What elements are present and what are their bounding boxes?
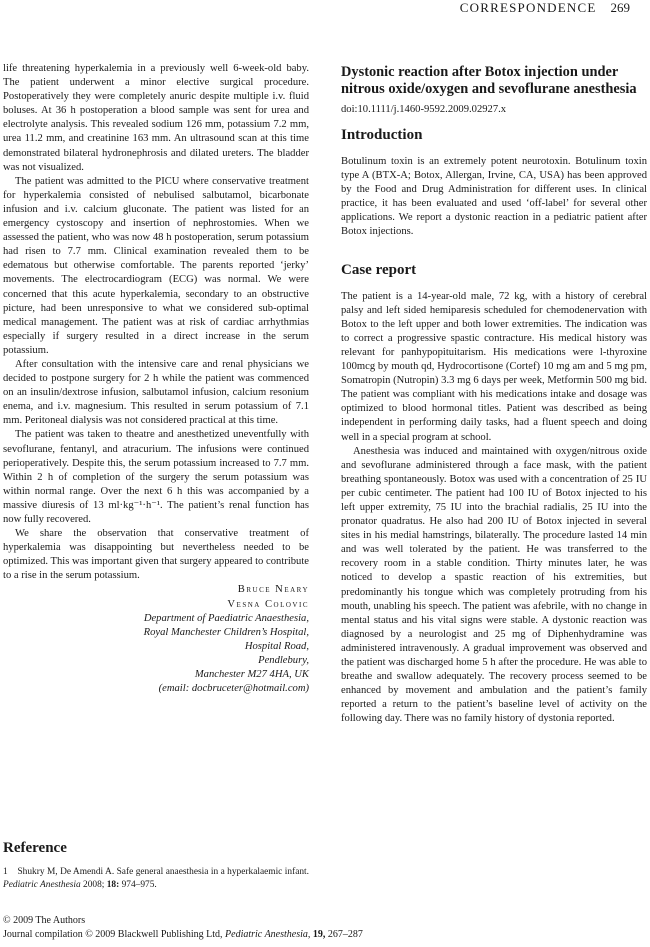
reference-number: 1 [3, 867, 8, 877]
right-column [341, 64, 647, 726]
body-paragraph: Anesthesia was induced and maintained with oxygen/nitrous oxide and sevoflurane administered through a face mask, with the patient breathing spontaneously. Botox was used with a concentration of 25 IU per cubic centimeter. The patient had 100 IU of Botox injected to his left upper extremity, 75 IU into the brachial radialis, 25 IU into the pronator quadratus. He also had 200 IU of Botox injected in several sites in his medial hamstrings, bilaterally. The procedure lasted 14 min and was well tolerated by the patient. He was transferred to the recovery room in a stable condition. Thirty minutes later, he was noticed to develop a spastic reaction of his extremities, but predominantly his tongue which was completely protruding from his mouth, unabling his speech. The patient was afebrile, with no change in mental status and his vital signs were stable. A dystonic reaction was diagnosed by a neurologist and 25 mg of Diphenhydramine was administered intravenously. A gradual improvement was observed and the patient was discharged home 5 h after the procedure. He was able to breathe and swallow adequately. The recovery process seemed to be enhanced by movement and ambulation and the patient’s family reported a return to the patient’s baseline level of activity on the following day. There was no family history of dystonia reported. [341, 445, 647, 725]
author-name: Vesna Colovic [227, 598, 309, 610]
running-header [460, 0, 630, 16]
body-paragraph: The patient was admitted to the PICU where conservative treatment for hyperkalemia consisted of nebulised salbutamol, bicarbonate infusion and i.v. calcium gluconate. The patient was listed for an emergency cystoscopy and insertion of nephrostomies. When we assessed the patient, who was now 48 h postoperation, serum potassium had risen to 7.7 mm. Clinical examination revealed them to be edematous but otherwise comfortable. The parents reported ‘jerky’ movements. The electrocardiogram (ECG) was normal. We were concerned that this acute hyperkalemia, secondary to an obstructive picture, had been unresponsive to what we considered sub-optimal medical management. The patient was at risk of cardiac arrhythmias especially if surgery resulted in a direct increase in the serum potassium. [3, 175, 309, 356]
footer-compilation: Journal compilation © 2009 Blackwell Publishing Ltd, [3, 929, 223, 940]
body-paragraph: After consultation with the intensive care and renal physicians we decided to postpone surgery for 2 h while the patient was commenced on an insulin/dextrose infusion, salbutamol infusion, calcium resonium enema, and i.v. magnesium. This resulted in serum potassium of 7.1 mm. Peritoneal dialysis was not considered practical at this time. [3, 358, 309, 427]
article-doi: doi:10.1111/j.1460-9592.2009.02927.x [341, 104, 507, 115]
section-heading-case-report: Case report [341, 261, 417, 278]
footer-pages: 267–287 [327, 929, 363, 940]
reference-year: 2008; [83, 879, 105, 890]
body-paragraph: life threatening hyperkalemia in a previously well 6-week-old baby. The patient underwent a minor elective surgical procedure. Postoperatively they were completely anuric despite multiple i.v. fluid boluses. At 36 h postoperation a blood sample was sent for urea and electrolyte analysis. This revealed sodium 126 mm, potassium 7.2 mm, urea 11.2 mm, and creatinine 163 mm. An ultrasound scan at this time demonstrated bilateral hydronephrosis and dilated ureters. The bladder was not visualized. [3, 63, 309, 173]
body-paragraph: Botulinum toxin is an extremely potent neurotoxin. Botulinum toxin type A (BTX-A; Botox, Allergan, Irvine, CA, USA) has been approved by the Food and Drug Administration for different uses. In clinical practice, it has been evaluated and used ‘off-label’ for several other applications. We report a dystonic reaction in a pediatric patient after Botox injections. [341, 156, 647, 238]
reference-item [3, 866, 309, 891]
reference-volume: 18: [106, 879, 120, 890]
reference-pages: 974–975. [121, 879, 157, 890]
page-number: 269 [610, 0, 630, 15]
reference-heading: Reference [3, 840, 67, 856]
body-paragraph: The patient was taken to theatre and anesthetized uneventfully with sevoflurane, fentanyl, and atracurium. The infusions were continued perioperatively. Despite this, the serum potassium increased to 7.7 mm. Within 2 h of completion of the surgery the serum potassium was within normal range. Over the next 6 h this was accompanied by a massive diuresis of 13 ml·kg⁻¹·h⁻¹. The patient’s renal function has now fully recovered. [3, 429, 309, 525]
affiliation-line: Hospital Road, [244, 640, 309, 652]
affiliation-line: Manchester M27 4HA, UK [194, 669, 309, 681]
author-email: (email: docbruceter@hotmail.com) [158, 683, 309, 695]
affiliation-line: Pendlebury, [258, 654, 309, 666]
section-heading-introduction: Introduction [341, 127, 423, 143]
affiliation-line: Royal Manchester Children’s Hospital, [143, 626, 309, 638]
left-column [3, 62, 309, 696]
body-paragraph: We share the observation that conservative treatment of hyperkalemia was disappointing but nevertheless needed to be optimized. This was important given that surgery appeared to contribute to a rise in the serum potassium. [3, 528, 309, 582]
article-title: Dystonic reaction after Botox injection under nitrous oxide/oxygen and sevoflurane anesthesia [341, 64, 637, 97]
author-name: Bruce Neary [237, 584, 309, 596]
footer-journal-line [3, 928, 363, 942]
signature-block [3, 583, 309, 696]
affiliation-line: Department of Paediatric Anaesthesia, [143, 612, 309, 624]
page-footer [3, 914, 363, 942]
footer-journal: Pediatric Anesthesia, [225, 929, 311, 940]
running-header-section: CORRESPONDENCE [459, 0, 597, 15]
footer-volume: 19, [312, 929, 326, 940]
reference-text: Shukry M, De Amendi A. Safe general anaesthesia in a hyperkalaemic infant. [17, 867, 309, 877]
footer-copyright: © 2009 The Authors [3, 915, 86, 926]
body-paragraph: The patient is a 14-year-old male, 72 kg, with a history of cerebral palsy and left sided hemiparesis scheduled for chemodenervation with Botox to the left upper and both lower extremities. The indication was to correct a progressive spastic contracture. His medical history was relevant for panhypopituitarism. His medications were l-thyroxine 100mcg by mouth qd, Hydrocortisone (Cortef) 10 mg am and 5 mg pm, Somatropin (Nutropin) 3.3 mg 6 days per week, Metformin 500 mg bid. The patient was compliant with his medications intake and dosage was optimized to blood hormonal titles. Patient was described as being independent in performing daily tasks, had a fluent speech and doing well in a special program at school. [341, 290, 647, 443]
reference-journal: Pediatric Anesthesia [3, 879, 81, 890]
